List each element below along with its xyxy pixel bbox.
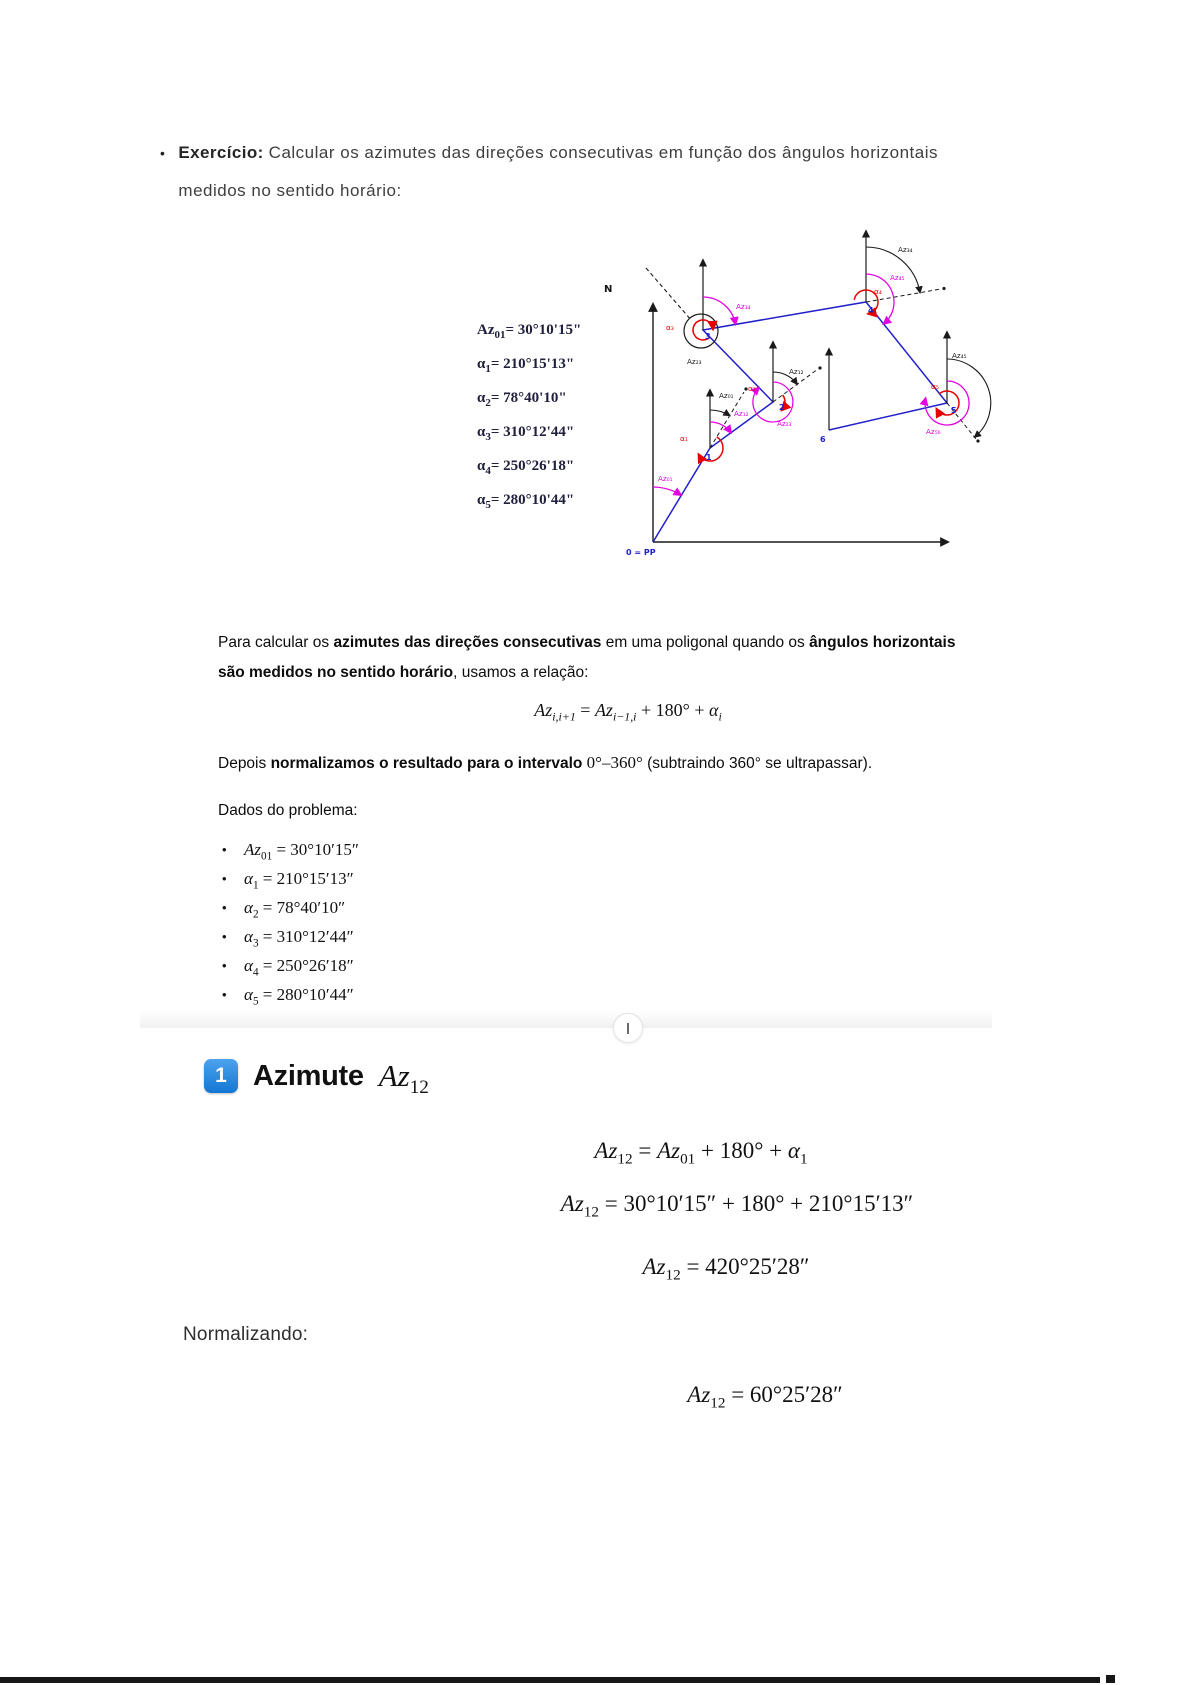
given-value-row: $\alpha_3= 310^\circ 12'44$" [477, 424, 575, 443]
scroll-down-button[interactable] [613, 1013, 643, 1043]
scroll-down-icon [627, 1023, 629, 1034]
bullet-marker: • [160, 145, 166, 161]
general-formula-equation: $Az_{i,i+1} = Az_{i-1,i} + 180^\circ + \alpha_i$ [534, 700, 722, 724]
section-title-math: $Az_{12}$ [378, 1058, 429, 1099]
alpha5-label: α₅ [931, 382, 939, 391]
point-2-label: 2 [779, 403, 785, 412]
given-value-row: $\alpha_4= 250^\circ 26'18$" [477, 458, 575, 477]
point-4-label: 4 [868, 306, 874, 315]
exercise-label: Exercício: [178, 143, 264, 162]
dado-item: • $Az_{01} = 30^\circ 10'15''$ [222, 840, 359, 863]
point-1-label: 1 [706, 453, 712, 462]
equation-az12-normalized: $Az_{12} = 60^\circ 25'28''$ [687, 1382, 843, 1412]
dado-item: • $\alpha_3 = 310^\circ 12'44''$ [222, 927, 354, 950]
point-3-label: 3 [705, 332, 711, 341]
alpha2-label: α₂ [748, 384, 756, 393]
dados-heading: Dados do problema: [218, 802, 358, 819]
dado-item: • $\alpha_1 = 210^\circ 15'13''$ [222, 869, 354, 892]
exercise-statement [160, 134, 952, 210]
given-value-row: $\alpha_2= 78^\circ 40'10$" [477, 390, 567, 409]
az01-label-magenta: Az₀₁ [658, 474, 673, 483]
bottom-bar-tick [1106, 1675, 1115, 1683]
equation-az12-substitution: $Az_{12} = 30^\circ 10'15'' + 180^\circ + 210^\circ 15'13''$ [560, 1191, 914, 1221]
az23-circle-arc [684, 314, 718, 348]
origin-label: 0 = PP [626, 548, 656, 557]
point-5-label: 5 [951, 406, 957, 415]
bottom-bar [0, 1677, 1100, 1683]
keycap-1-icon: 1 [204, 1059, 238, 1093]
az34-label-magenta: Az₃₄ [736, 302, 751, 311]
figure-given-values [477, 322, 581, 526]
alpha3-label: α₃ [666, 323, 674, 332]
section-heading-azimute-12 [204, 1058, 429, 1099]
az45-label-black: Az₄₅ [952, 351, 967, 360]
point-6-label: 6 [820, 435, 826, 444]
exercise-text [178, 134, 952, 210]
az34-label-black: Az₃₄ [898, 245, 913, 254]
az12-label-black: Az₁₂ [789, 367, 804, 376]
given-value-row: $\alpha_1= 210^\circ 15'13$" [477, 356, 575, 375]
azimuth-arcs-magenta [653, 274, 969, 495]
section-title: Azimute [253, 1059, 364, 1092]
dado-item: • $\alpha_4 = 250^\circ 26'18''$ [222, 956, 354, 979]
az45-label-magenta: Az₄₅ [890, 273, 905, 282]
az23-label-black: Az₂₃ [687, 357, 702, 366]
az12-label-magenta: Az₁₂ [734, 409, 749, 418]
dado-item: • $\alpha_5 = 280^\circ 10'44''$ [222, 985, 354, 1008]
alpha4-label: α₄ [874, 287, 882, 296]
axes [653, 304, 948, 542]
az23-label-magenta: Az₂₃ [777, 419, 792, 428]
normalizing-label: Normalizando: [183, 1324, 309, 1345]
content-divider-shadow [140, 1010, 992, 1028]
normalization-paragraph: Depois normalizamos o resultado para o intervalo 0°–360° (subtraindo 360° se ultrapassar). [218, 753, 873, 772]
given-value-row: $Az_{01}= 30^\circ 10'15$" [477, 322, 582, 341]
dado-item: • $\alpha_2 = 78^\circ 40'10''$ [222, 898, 346, 921]
equation-az12-sum: $Az_{12} = 420^\circ 25'28''$ [642, 1254, 810, 1284]
alpha1-label: α₁ [680, 434, 688, 443]
inline-math-range: 0°–360° [586, 753, 643, 772]
equation-az12-relation: $Az_{12} = Az_{01} + 180^\circ + \alpha_1$ [594, 1138, 808, 1168]
az56-label-magenta: Az₅₆ [926, 427, 941, 436]
az01-label-black: Az₀₁ [719, 391, 734, 400]
explanation-paragraph: Para calcular os azimutes das direções consecutivas em uma poligonal quando os ângulos horizontais são medidos no sentido horário, usamos a relação: [218, 634, 956, 681]
north-label: N [604, 284, 613, 295]
traverse-diagram [578, 200, 1002, 572]
prolongation-dashed-lines [710, 289, 976, 448]
exercise-body: Calcular os azimutes das direções consecutivas em função dos ângulos horizontais medidos no sentido horário: [178, 143, 939, 200]
azimuth-arcs-black [710, 247, 991, 437]
given-value-row: $\alpha_5= 280^\circ 10'44$" [477, 492, 575, 511]
